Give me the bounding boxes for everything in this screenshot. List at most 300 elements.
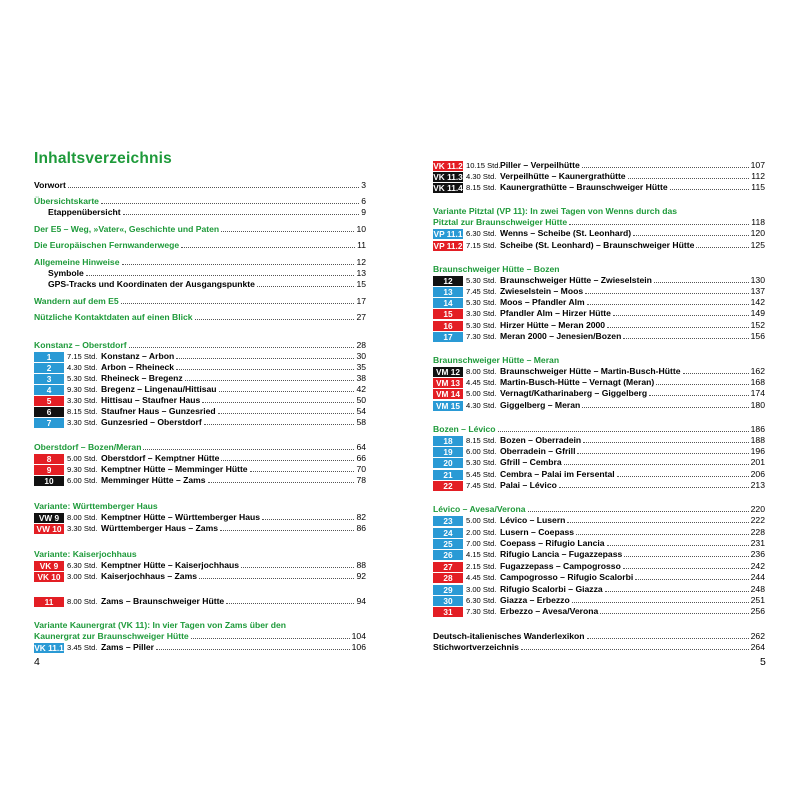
stage-duration: 8.00 Std. <box>67 597 98 606</box>
stage-number-badge: VK 11.3 <box>433 171 463 182</box>
toc-entry-label: Erbezzo – Avesa/Verona <box>500 606 599 616</box>
toc-page-number: 66 <box>356 453 366 463</box>
stage-duration: 4.30 Std. <box>466 172 497 181</box>
toc-stage-entry[interactable] <box>433 457 765 468</box>
toc-section-entry[interactable] <box>433 264 765 275</box>
toc-stage-entry[interactable] <box>34 464 366 475</box>
toc-entry-label: Bregenz – Lingenau/Hittisau <box>101 384 217 394</box>
stage-number-badge: 7 <box>34 418 64 428</box>
toc-entry-label: Hirzer Hütte – Meran 2000 <box>500 320 606 330</box>
toc-section-entry[interactable] <box>34 501 366 512</box>
toc-section-entry[interactable] <box>34 240 366 251</box>
toc-page-number: 70 <box>356 464 366 474</box>
stage-number-badge: 27 <box>433 562 463 572</box>
toc-entry-label: Vorwort <box>34 180 66 190</box>
toc-page-number: 118 <box>751 217 765 227</box>
toc-stage-entry[interactable] <box>433 469 765 480</box>
stage-duration: 3.30 Std. <box>67 418 98 427</box>
toc-page-number: 168 <box>750 377 765 387</box>
dot-leader <box>262 518 354 520</box>
toc-page-number: 112 <box>751 171 765 181</box>
toc-stage-entry[interactable] <box>34 395 366 406</box>
toc-entry-label: Kemptner Hütte – Memminger Hütte <box>101 464 248 474</box>
toc-page-number: 264 <box>750 642 765 652</box>
toc-section-entry[interactable] <box>433 217 765 228</box>
toc-entry-label: Übersichtskarte <box>34 196 99 206</box>
toc-page-number: 106 <box>351 642 366 652</box>
dot-leader <box>498 430 749 432</box>
toc-page-number: 94 <box>356 596 366 606</box>
toc-stage-entry[interactable] <box>433 297 765 308</box>
toc-page-number: 162 <box>750 366 765 376</box>
toc-stage-entry[interactable] <box>433 446 765 457</box>
toc-entry-label: Giazza – Erbezzo <box>500 595 570 605</box>
dot-leader <box>220 529 354 531</box>
stage-number-badge: 25 <box>433 539 463 549</box>
toc-page-number: 174 <box>750 388 765 398</box>
toc-entry-label: Bozen – Lévico <box>433 424 496 434</box>
toc-page-number: 256 <box>750 606 765 616</box>
toc-stage-entry[interactable] <box>34 351 366 362</box>
toc-page-number: 30 <box>356 351 366 361</box>
dot-leader <box>600 612 748 614</box>
toc-entry-label: Oberstdorf – Kemptner Hütte <box>101 453 220 463</box>
stage-duration: 8.00 Std. <box>466 367 497 376</box>
dot-leader <box>219 390 355 392</box>
toc-stage-entry[interactable] <box>433 572 765 583</box>
stage-number-badge: 14 <box>433 298 463 308</box>
toc-page-number: 222 <box>750 515 765 525</box>
toc-page-number: 13 <box>356 268 366 278</box>
dot-leader <box>567 521 748 523</box>
toc-section-entry[interactable] <box>433 424 765 435</box>
dot-leader <box>587 637 749 639</box>
toc-section-entry[interactable] <box>34 196 366 207</box>
stage-number-badge: VW 10 <box>34 524 64 534</box>
dot-leader <box>696 246 748 248</box>
toc-entry-label: Fugazzepass – Campogrosso <box>500 561 621 571</box>
stage-number-badge: VM 12 <box>433 367 463 377</box>
stage-number-badge: 16 <box>433 321 463 331</box>
stage-duration: 7.15 Std. <box>67 352 98 361</box>
stage-number-badge: 6 <box>34 407 64 417</box>
toc-entry-label: Variante: Württemberger Haus <box>34 501 158 511</box>
stage-duration: 5.30 Std. <box>466 458 497 467</box>
toc-section-entry[interactable] <box>34 312 366 323</box>
stage-duration: 5.00 Std. <box>67 454 98 463</box>
stage-duration: 3.30 Std. <box>67 524 98 533</box>
dot-leader <box>582 406 748 408</box>
page-number-left: 4 <box>34 656 40 668</box>
toc-entry-label: Gfrill – Cembra <box>500 457 562 467</box>
toc-stage-entry[interactable] <box>433 595 765 606</box>
toc-stage-entry[interactable] <box>433 388 765 399</box>
stage-duration: 3.00 Std. <box>466 585 497 594</box>
toc-entry-label: Württemberger Haus – Zams <box>101 523 219 533</box>
toc-page-number: 35 <box>356 362 366 372</box>
stage-duration: 8.00 Std. <box>67 513 98 522</box>
toc-stage-entry[interactable] <box>433 377 765 388</box>
dot-leader <box>628 177 750 179</box>
toc-entry-label: Konstanz – Oberstdorf <box>34 340 127 350</box>
toc-page-number: 6 <box>361 196 366 206</box>
toc-entry-label: Lévico – Avesa/Verona <box>433 504 526 514</box>
toc-section-entry[interactable] <box>34 207 366 218</box>
dot-leader <box>181 246 355 248</box>
toc-page-number: 82 <box>356 512 366 522</box>
toc-stage-entry[interactable] <box>34 512 366 523</box>
stage-number-badge: 15 <box>433 309 463 319</box>
toc-entry-label: Braunschweiger Hütte – Bozen <box>433 264 560 274</box>
toc-stage-entry[interactable] <box>34 560 366 571</box>
dot-leader <box>656 383 748 385</box>
dot-leader <box>623 337 748 339</box>
stage-duration: 3.30 Std. <box>67 396 98 405</box>
dot-leader <box>241 566 354 568</box>
dot-leader <box>635 578 748 580</box>
toc-section-entry[interactable] <box>34 268 366 279</box>
stage-number-badge: 29 <box>433 585 463 595</box>
toc-page-number: 196 <box>750 446 765 456</box>
toc-entry-label: Deutsch-italienisches Wanderlexikon <box>433 631 585 641</box>
toc-stage-entry[interactable] <box>433 331 765 342</box>
stage-number-badge: 19 <box>433 447 463 457</box>
toc-stage-entry[interactable] <box>433 182 765 193</box>
toc-stage-entry[interactable] <box>433 515 765 526</box>
stage-number-badge: 28 <box>433 573 463 583</box>
toc-page-number: 28 <box>356 340 366 350</box>
toc-section-entry[interactable] <box>34 442 366 453</box>
toc-page-number: 125 <box>750 240 765 250</box>
toc-section-entry[interactable] <box>433 642 765 653</box>
stage-duration: 5.45 Std. <box>466 470 497 479</box>
toc-section-entry[interactable] <box>34 296 366 307</box>
stage-number-badge: 17 <box>433 332 463 342</box>
stage-duration: 7.30 Std. <box>466 607 497 616</box>
toc-page-number: 92 <box>356 571 366 581</box>
stage-duration: 8.15 Std. <box>466 183 497 192</box>
stage-number-badge: VP 11.2 <box>433 240 463 251</box>
page-title: Inhaltsverzeichnis <box>34 150 172 167</box>
stage-duration: 2.00 Std. <box>466 528 497 537</box>
stage-number-badge: VM 14 <box>433 389 463 399</box>
toc-stage-entry[interactable] <box>34 571 366 582</box>
toc-entry-label: Palai – Lévico <box>500 480 557 490</box>
dot-leader <box>521 648 749 650</box>
toc-page-number: 244 <box>750 572 765 582</box>
stage-duration: 5.30 Std. <box>466 276 497 285</box>
toc-entry-label: Martin-Busch-Hütte – Vernagt (Meran) <box>500 377 655 387</box>
toc-entry-label: Vernagt/Katharinaberg – Giggelberg <box>500 388 648 398</box>
dot-leader <box>195 318 355 320</box>
stage-duration: 8.15 Std. <box>466 436 497 445</box>
stage-number-badge: 30 <box>433 596 463 606</box>
dot-leader <box>68 186 359 188</box>
toc-stage-entry[interactable] <box>34 384 366 395</box>
toc-stage-entry[interactable] <box>433 320 765 331</box>
stage-duration: 7.00 Std. <box>466 539 497 548</box>
toc-page-number: 152 <box>750 320 765 330</box>
dot-leader <box>204 423 355 425</box>
stage-duration: 6.30 Std. <box>67 561 98 570</box>
toc-section-entry[interactable] <box>433 631 765 642</box>
toc-page-number: 201 <box>750 457 765 467</box>
toc-entry-label: Kemptner Hütte – Württemberger Haus <box>101 512 261 522</box>
toc-page-number: 58 <box>356 417 366 427</box>
toc-page-number: 42 <box>356 384 366 394</box>
toc-entry-label: Moos – Pfandler Alm <box>500 297 585 307</box>
toc-stage-entry[interactable] <box>433 366 765 377</box>
toc-entry-label: Bozen – Oberradein <box>500 435 582 445</box>
dot-leader <box>226 602 354 604</box>
toc-entry-label: Etappenübersicht <box>48 207 121 217</box>
stage-number-badge: 1 <box>34 352 64 362</box>
toc-entry-label: Piller – Verpeilhütte <box>500 160 580 170</box>
toc-page-number: 11 <box>357 240 366 250</box>
stage-number-badge: 21 <box>433 470 463 480</box>
toc-page-number: 104 <box>351 631 366 641</box>
toc-section-entry[interactable] <box>34 180 366 191</box>
dot-leader <box>221 459 354 461</box>
toc-entry-label: Kaunergrat zur Braunschweiger Hütte <box>34 631 189 641</box>
dot-leader <box>122 263 355 265</box>
toc-section-entry[interactable] <box>433 355 765 366</box>
dot-leader <box>101 202 359 204</box>
toc-page-number: 156 <box>750 331 765 341</box>
dot-leader <box>572 601 749 603</box>
toc-entry-label: Meran 2000 – Jenesien/Bozen <box>500 331 622 341</box>
toc-entry-label: Oberradein – Gfrill <box>500 446 576 456</box>
stage-duration: 10.15 Std. <box>466 161 501 170</box>
toc-stage-entry[interactable] <box>34 596 366 607</box>
toc-page-number: 231 <box>750 538 765 548</box>
toc-page-number: 248 <box>750 584 765 594</box>
toc-entry-label: Nützliche Kontaktdaten auf einen Blick <box>34 312 193 322</box>
dot-leader <box>607 544 749 546</box>
toc-stage-entry[interactable] <box>34 453 366 464</box>
dot-leader <box>623 567 749 569</box>
toc-page-number: 54 <box>356 406 366 416</box>
dot-leader <box>624 555 748 557</box>
toc-stage-entry[interactable] <box>433 240 765 251</box>
dot-leader <box>250 470 355 472</box>
toc-entry-label: Coepass – Rifugio Lancia <box>500 538 605 548</box>
dot-leader <box>199 577 354 579</box>
stage-duration: 6.00 Std. <box>67 476 98 485</box>
dot-leader <box>654 281 749 283</box>
toc-page-number: 180 <box>750 400 765 410</box>
toc-entry-label: Zwieselstein – Moos <box>500 286 584 296</box>
toc-entry-label: Die Europäischen Fernwanderwege <box>34 240 180 250</box>
toc-entry-label: Kaiserjochhaus – Zams <box>101 571 198 581</box>
toc-stage-entry[interactable] <box>433 400 765 411</box>
toc-entry-label: Lévico – Lusern <box>500 515 566 525</box>
toc-stage-entry[interactable] <box>34 362 366 373</box>
toc-entry-label: Arbon – Rheineck <box>101 362 175 372</box>
toc-page-number: 130 <box>750 275 765 285</box>
toc-page-number: 10 <box>356 224 366 234</box>
toc-stage-entry[interactable] <box>433 435 765 446</box>
toc-stage-entry[interactable] <box>433 606 765 617</box>
dot-leader <box>607 326 749 328</box>
toc-stage-entry[interactable] <box>433 480 765 491</box>
toc-entry-label: Lusern – Coepass <box>500 527 575 537</box>
toc-stage-entry[interactable] <box>34 523 366 534</box>
dot-leader <box>670 188 750 190</box>
toc-entry-label: Giggelberg – Meran <box>500 400 581 410</box>
toc-page-number: 107 <box>750 160 765 170</box>
dot-leader <box>156 648 350 650</box>
stage-duration: 6.30 Std. <box>466 229 497 238</box>
toc-stage-entry[interactable] <box>433 538 765 549</box>
toc-section-entry[interactable] <box>34 549 366 560</box>
toc-entry-label: Pfandler Alm – Hirzer Hütte <box>500 308 611 318</box>
toc-page-number: 228 <box>750 527 765 537</box>
toc-page-number: 206 <box>750 469 765 479</box>
toc-entry-label: Rifugio Lancia – Fugazzepass <box>500 549 623 559</box>
toc-page-number: 251 <box>750 595 765 605</box>
stage-duration: 2.15 Std. <box>466 562 497 571</box>
dot-leader <box>129 346 355 348</box>
dot-leader <box>577 452 748 454</box>
toc-entry-label: Zams – Braunschweiger Hütte <box>101 596 225 606</box>
toc-stage-entry[interactable] <box>433 549 765 560</box>
toc-entry-label: Oberstdorf – Bozen/Meran <box>34 442 142 452</box>
toc-stage-entry[interactable] <box>433 527 765 538</box>
toc-page-number: 220 <box>750 504 765 514</box>
stage-number-badge: 11 <box>34 597 64 607</box>
dot-leader <box>257 285 355 287</box>
toc-entry-label: Symbole <box>48 268 84 278</box>
toc-entry-label: Variante Pitztal (VP 11): In zwei Tagen von Wenns durch das <box>433 206 678 216</box>
stage-duration: 9.30 Std. <box>67 385 98 394</box>
toc-entry-label: Der E5 – Weg, »Vater«, Geschichte und Paten <box>34 224 220 234</box>
toc-entry-label: Braunschweiger Hütte – Martin-Busch-Hütte <box>500 366 681 376</box>
stage-number-badge: VK 11.4 <box>433 182 463 193</box>
toc-stage-entry[interactable] <box>433 286 765 297</box>
stage-duration: 5.00 Std. <box>466 389 497 398</box>
stage-duration: 6.00 Std. <box>466 447 497 456</box>
toc-entry-label: Kaunergrathütte – Braunschweiger Hütte <box>500 182 668 192</box>
dot-leader <box>649 394 749 396</box>
dot-leader <box>191 637 350 639</box>
toc-entry-label: Gunzesried – Oberstdorf <box>101 417 202 427</box>
toc-entry-label: Variante: Kaiserjochhaus <box>34 549 137 559</box>
stage-duration: 5.30 Std. <box>67 374 98 383</box>
toc-stage-entry[interactable] <box>433 275 765 286</box>
stage-duration: 7.30 Std. <box>466 332 497 341</box>
toc-page-number: 142 <box>750 297 765 307</box>
stage-number-badge: 10 <box>34 476 64 486</box>
dot-leader <box>613 314 749 316</box>
dot-leader <box>633 234 749 236</box>
dot-leader <box>143 448 354 450</box>
stage-number-badge: VK 10 <box>34 572 64 582</box>
stage-duration: 4.45 Std. <box>466 573 497 582</box>
stage-duration: 4.30 Std. <box>466 401 497 410</box>
stage-number-badge: 13 <box>433 287 463 297</box>
toc-entry-label: Allgemeine Hinweise <box>34 257 120 267</box>
toc-entry-label: Zams – Piller <box>101 642 155 652</box>
toc-page-number: 188 <box>750 435 765 445</box>
dot-leader <box>582 166 749 168</box>
toc-entry-label: GPS-Tracks und Koordinaten der Ausgangspunkte <box>48 279 255 289</box>
toc-page-number: 12 <box>356 257 366 267</box>
toc-stage-entry[interactable] <box>34 417 366 428</box>
toc-section-entry[interactable] <box>34 224 366 235</box>
toc-entry-label: Wandern auf dem E5 <box>34 296 119 306</box>
toc-entry-label: Variante Kaunergrat (VK 11): In vier Tagen von Zams über den <box>34 620 286 630</box>
dot-leader <box>176 368 354 370</box>
stage-number-badge: VM 15 <box>433 401 463 411</box>
dot-leader <box>683 372 749 374</box>
stage-number-badge: 23 <box>433 516 463 526</box>
toc-entry-label: Braunschweiger Hütte – Zwieselstein <box>500 275 652 285</box>
dot-leader <box>176 357 354 359</box>
toc-stage-entry[interactable] <box>433 160 765 171</box>
dot-leader <box>528 510 749 512</box>
toc-section-entry[interactable] <box>34 631 366 642</box>
stage-duration: 4.30 Std. <box>67 363 98 372</box>
stage-duration: 5.30 Std. <box>466 321 497 330</box>
toc-stage-entry[interactable] <box>34 475 366 486</box>
toc-page-number: 88 <box>356 560 366 570</box>
toc-page-number: 9 <box>361 207 366 217</box>
dot-leader <box>202 401 354 403</box>
dot-leader <box>576 533 749 535</box>
toc-page-number: 50 <box>356 395 366 405</box>
toc-entry-label: Konstanz – Arbon <box>101 351 175 361</box>
toc-entry-label: Memminger Hütte – Zams <box>101 475 206 485</box>
toc-stage-entry[interactable] <box>433 561 765 572</box>
stage-duration: 3.00 Std. <box>67 572 98 581</box>
toc-stage-entry[interactable] <box>34 642 366 653</box>
page-number-right: 5 <box>760 656 766 668</box>
toc-page-number: 78 <box>356 475 366 485</box>
toc-stage-entry[interactable] <box>433 584 765 595</box>
stage-number-badge: 4 <box>34 385 64 395</box>
toc-section-entry[interactable] <box>34 279 366 290</box>
toc-page-number: 86 <box>356 523 366 533</box>
toc-entry-label: Kemptner Hütte – Kaiserjochhaus <box>101 560 240 570</box>
stage-number-badge: 5 <box>34 396 64 406</box>
toc-entry-label: Scheibe (St. Leonhard) – Braunschweiger Hütte <box>500 240 695 250</box>
toc-section-entry[interactable] <box>34 620 366 631</box>
toc-stage-entry[interactable] <box>433 171 765 182</box>
dot-leader <box>585 292 749 294</box>
dot-leader <box>617 475 749 477</box>
dot-leader <box>208 481 355 483</box>
toc-stage-entry[interactable] <box>433 308 765 319</box>
toc-entry-label: Wenns – Scheibe (St. Leonhard) <box>500 228 632 238</box>
stage-duration: 3.30 Std. <box>466 309 497 318</box>
dot-leader <box>587 303 749 305</box>
toc-section-entry[interactable] <box>34 340 366 351</box>
toc-section-entry[interactable] <box>433 504 765 515</box>
toc-stage-entry[interactable] <box>34 406 366 417</box>
toc-page-number: 242 <box>750 561 765 571</box>
toc-section-entry[interactable] <box>433 206 765 217</box>
stage-number-badge: 24 <box>433 528 463 538</box>
toc-section-entry[interactable] <box>34 257 366 268</box>
stage-duration: 5.00 Std. <box>466 516 497 525</box>
toc-stage-entry[interactable] <box>433 228 765 239</box>
stage-number-badge: VK 9 <box>34 561 64 571</box>
toc-stage-entry[interactable] <box>34 373 366 384</box>
stage-duration: 4.15 Std. <box>466 550 497 559</box>
dot-leader <box>559 486 749 488</box>
stage-number-badge: 26 <box>433 550 463 560</box>
